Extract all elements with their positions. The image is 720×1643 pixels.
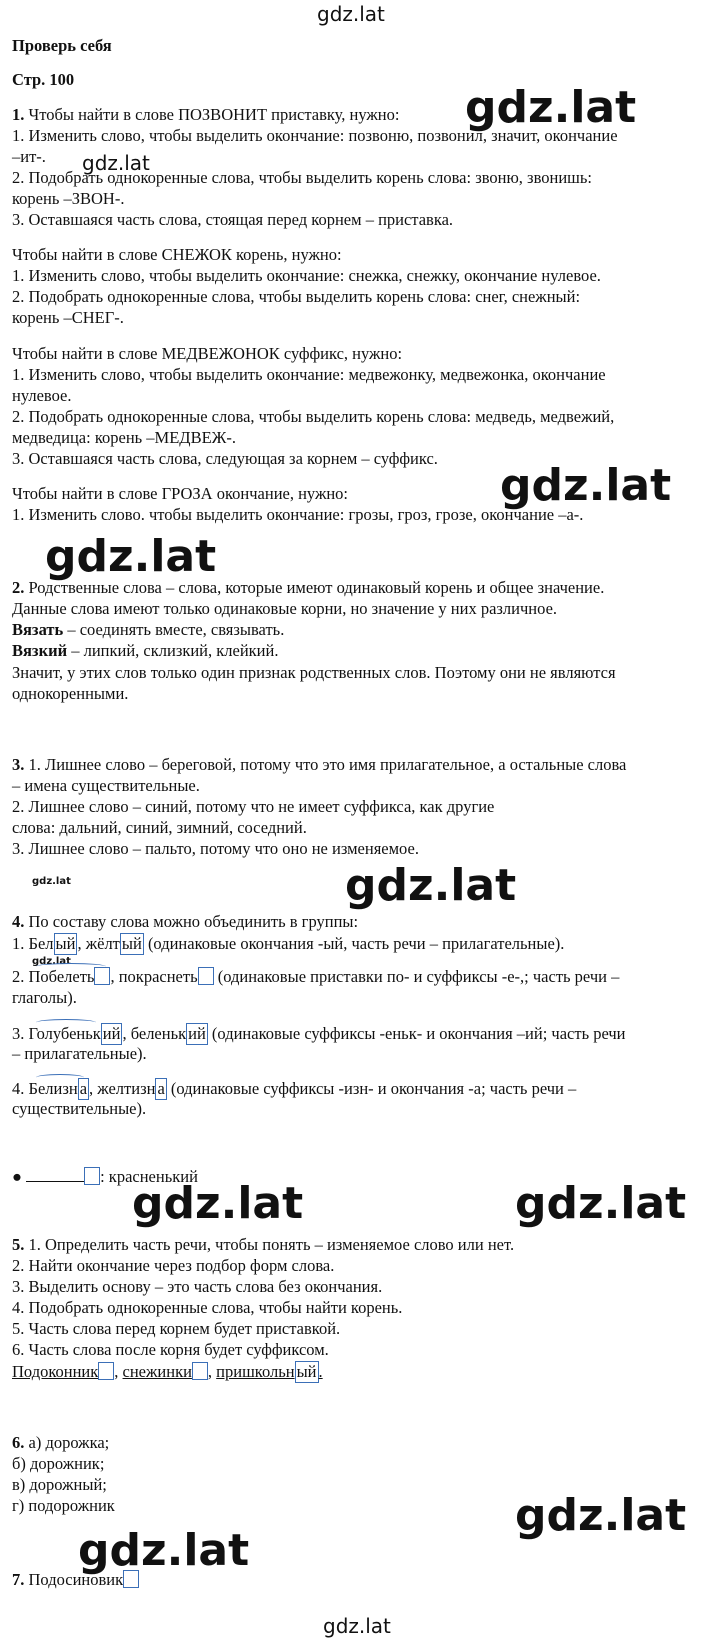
s1-line: –ит-. <box>12 147 46 166</box>
s5-num: 5. <box>12 1235 25 1254</box>
s4-line: – прилагательные). <box>12 1044 147 1063</box>
s6-line: б) дорожник; <box>12 1454 105 1473</box>
s5-line: 2. Найти окончание через подбор форм слова. <box>12 1256 335 1275</box>
s4-ending: ый <box>55 934 76 953</box>
s4-text: , желтизн <box>89 1079 156 1098</box>
s2-word: Вязать <box>12 620 64 639</box>
s4-group-1 <box>12 933 564 955</box>
s3-text: 1. Лишнее слово – береговой, потому что это имя прилагательное, а остальные слова <box>24 755 627 774</box>
s6-line: в) дорожный; <box>12 1475 107 1494</box>
watermark-top: gdz.lat <box>317 2 385 26</box>
s4-text: По составу слова можно объединить в группы: <box>24 912 359 931</box>
bullet-icon: ● <box>12 1167 22 1186</box>
watermark: gdz.lat <box>500 460 672 511</box>
watermark: gdz.lat <box>345 860 517 911</box>
ending-box <box>54 933 78 955</box>
s3-line: 3. Лишнее слово – пальто, потому что оно не изменяемое. <box>12 839 419 858</box>
s1-line: 2. Подобрать однокоренные слова, чтобы выделить корень слова: звоню, звонишь: <box>12 168 592 187</box>
ending-box <box>155 1078 166 1100</box>
s1-line: нулевое. <box>12 386 72 405</box>
root-arc <box>36 1074 84 1081</box>
s1-line <box>12 105 399 125</box>
s4-text: (одинаковые суффиксы -еньк- и окончания –ий; часть речи <box>207 1024 626 1043</box>
s4-ending: ий <box>188 1024 206 1043</box>
ending-box <box>295 1361 319 1383</box>
s5-text: 1. Определить часть речи, чтобы понять – изменяемое слово или нет. <box>24 1235 515 1254</box>
watermark: gdz.lat <box>45 531 217 582</box>
s5-line <box>12 1235 514 1255</box>
ending-box <box>101 1023 123 1045</box>
ending-box <box>186 1023 208 1045</box>
s4-group-4 <box>12 1078 576 1100</box>
s5-word: Подоконник <box>12 1362 99 1381</box>
s5-sep: , <box>207 1362 217 1381</box>
watermark-bottom: gdz.lat <box>323 1614 391 1638</box>
ending-box <box>98 1362 114 1380</box>
s1-line: 2. Подобрать однокоренные слова, чтобы выделить корень слова: снег, снежный: <box>12 287 581 306</box>
s2-def: – липкий, склизкий, клейкий. <box>67 641 279 660</box>
s4-bullet-word: : красненький <box>100 1167 198 1186</box>
s1-line: 2. Подобрать однокоренные слова, чтобы выделить корень слова: медведь, медвежий, <box>12 407 615 426</box>
s4-text: 3. Голубеньк <box>12 1024 101 1043</box>
blank-underline <box>26 1167 84 1182</box>
s2-line <box>12 578 604 598</box>
s5-line: 5. Часть слова перед корнем будет приставкой. <box>12 1319 341 1338</box>
watermark: gdz.lat <box>32 876 71 887</box>
s4-text: , беленьк <box>122 1024 187 1043</box>
watermark: gdz.lat <box>515 1490 687 1541</box>
s3-line <box>12 755 626 775</box>
s2-line <box>12 620 284 640</box>
s4-ending: ый <box>121 934 142 953</box>
s1-line: 3. Оставшаяся часть слова, стоящая перед корнем – приставка. <box>12 210 454 229</box>
s1-line: корень –СНЕГ-. <box>12 308 124 327</box>
s5-line: 3. Выделить основу – это часть слова без окончания. <box>12 1277 383 1296</box>
s5-line: 6. Часть слова после корня будет суффиксом. <box>12 1340 329 1359</box>
s2-num: 2. <box>12 578 25 597</box>
s5-words <box>12 1361 323 1383</box>
s4-text: (одинаковые приставки по- и суффиксы -е-,; часть речи – <box>213 967 620 986</box>
watermark: gdz.lat <box>465 82 637 133</box>
s4-num: 4. <box>12 912 25 931</box>
s6-line <box>12 1433 109 1453</box>
s4-group-3 <box>12 1023 626 1045</box>
s5-dot: . <box>318 1362 323 1381</box>
s1-num: 1. <box>12 105 25 124</box>
s1-line: Чтобы найти в слове СНЕЖОК корень, нужно: <box>12 245 342 264</box>
s4-ending: а <box>157 1079 165 1098</box>
root-arc <box>36 1019 96 1026</box>
s5-word: снежинки <box>122 1362 192 1381</box>
watermark: gdz.lat <box>32 956 71 967</box>
s4-text: , покраснеть <box>110 967 198 986</box>
s3-line: 2. Лишнее слово – синий, потому что не имеет суффикса, как другие <box>12 797 495 816</box>
s5-sep: , <box>114 1362 123 1381</box>
s2-text: Родственные слова – слова, которые имеют одинаковый корень и общее значение. <box>24 578 605 597</box>
s4-line <box>12 912 358 932</box>
page-label: Стр. 100 <box>12 70 75 89</box>
s2-line: однокоренными. <box>12 684 129 703</box>
s5-ending: ый <box>296 1362 317 1381</box>
s4-ending: ий <box>102 1024 121 1043</box>
s2-line <box>12 641 278 661</box>
s4-text: 4. Белизн <box>12 1079 78 1098</box>
s1-line: медведица: корень –МЕДВЕЖ-. <box>12 428 237 447</box>
s3-num: 3. <box>12 755 25 774</box>
watermark: gdz.lat <box>515 1178 687 1229</box>
s1-text: Чтобы найти в слове ПОЗВОНИТ приставку, нужно: <box>24 105 400 124</box>
s1-line: 1. Изменить слово, чтобы выделить окончание: медвежонку, медвежонка, окончание <box>12 365 606 384</box>
s2-word: Вязкий <box>12 641 68 660</box>
s1-line: 3. Оставшаяся часть слова, следующая за корнем – суффикс. <box>12 449 438 468</box>
s4-bullet <box>12 1167 198 1187</box>
ending-box <box>120 933 144 955</box>
s6-text: а) дорожка; <box>24 1433 110 1452</box>
watermark: gdz.lat <box>82 151 150 175</box>
ending-box <box>198 967 214 985</box>
s1-line: 1. Изменить слово, чтобы выделить окончание: позвоню, позвонил, значит, окончание <box>12 126 618 145</box>
page-title: Проверь себя <box>12 36 112 55</box>
ending-box <box>123 1570 139 1588</box>
prefix-arc <box>36 963 106 970</box>
s4-text: (одинаковые суффиксы -изн- и окончания -а; часть речи – <box>166 1079 577 1098</box>
s2-line: Данные слова имеют только одинаковые корни, но значение у них различное. <box>12 599 558 618</box>
s1-line: 1. Изменить слово. чтобы выделить окончание: грозы, гроз, грозе, окончание –а-. <box>12 505 584 524</box>
s2-def: – соединять вместе, связывать. <box>63 620 285 639</box>
s6-num: 6. <box>12 1433 25 1452</box>
s4-text: 2. Побелеть <box>12 967 95 986</box>
ending-box <box>192 1362 208 1380</box>
s1-line: Чтобы найти в слове МЕДВЕЖОНОК суффикс, нужно: <box>12 344 403 363</box>
s3-line: – имена существительные. <box>12 776 200 795</box>
s4-text: (одинаковые окончания -ый, часть речи – прилагательные). <box>143 934 565 953</box>
s7-num: 7. <box>12 1570 25 1589</box>
s4-line: существительные). <box>12 1099 147 1118</box>
s1-line: корень –ЗВОН-. <box>12 189 125 208</box>
ending-box <box>84 1167 100 1185</box>
s5-line: 4. Подобрать однокоренные слова, чтобы найти корень. <box>12 1298 403 1317</box>
s1-line: Чтобы найти в слове ГРОЗА окончание, нужно: <box>12 484 349 503</box>
s4-text: , жёлт <box>77 934 120 953</box>
watermark: gdz.lat <box>132 1178 304 1229</box>
s2-line: Значит, у этих слов только один признак родственных слов. Поэтому они не являются <box>12 663 616 682</box>
watermark: gdz.lat <box>78 1525 250 1576</box>
ending-box <box>78 1078 89 1100</box>
s4-group-2 <box>12 967 619 987</box>
s6-line: г) подорожник <box>12 1496 115 1515</box>
s4-text: 1. Бел <box>12 934 54 953</box>
s5-word: пришкольн <box>216 1362 295 1381</box>
s4-line: глаголы). <box>12 988 77 1007</box>
s7-line <box>12 1570 139 1590</box>
s1-line: 1. Изменить слово, чтобы выделить окончание: снежка, снежку, окончание нулевое. <box>12 266 601 285</box>
s7-text: Подосиновик <box>24 1570 124 1589</box>
s3-line: слова: дальний, синий, зимний, соседний. <box>12 818 307 837</box>
s4-ending: а <box>79 1079 88 1098</box>
